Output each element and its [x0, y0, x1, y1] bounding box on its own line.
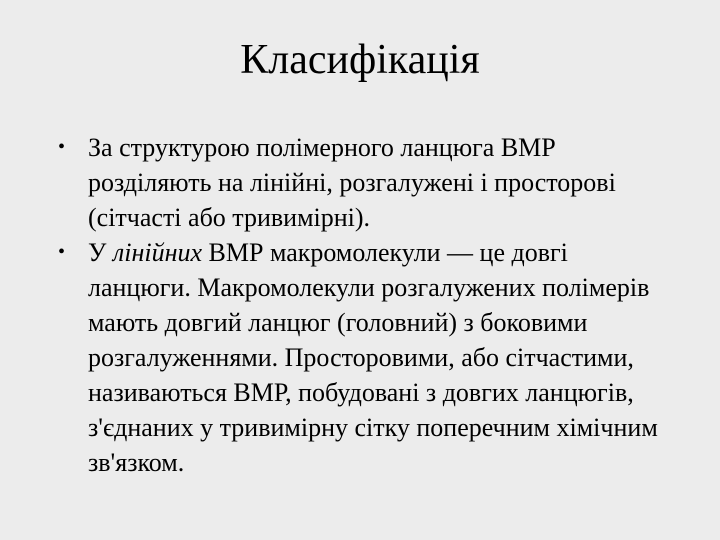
bullet-item-linear [52, 235, 672, 480]
bullet-text-lead: У [88, 238, 113, 267]
bullet-text-rest: ВМР макромолекули — це довгі ланцюги. Макромолекули розгалужених полімерів мають довгий ланцюг (головний) з боковими розгалуженнями. Просторовими, або сітчастими, називаються ВМР, побудовані з довгих ланцюгів, з'єднаних у тривимірну сітку поперечним хімічним зв'язком. [88, 238, 658, 477]
bullet-dot-icon: • [58, 241, 66, 263]
bullet-text-italic: лінійних [112, 238, 203, 267]
bullet-list [52, 130, 672, 480]
bullet-item-structure [52, 130, 672, 235]
slide-title: Класифікація [240, 37, 480, 83]
bullet-text: За структурою полімерного ланцюга ВМР розділяють на лінійні, розгалужені і просторові (сітчасті або тривимірні). [88, 133, 616, 232]
bullet-dot-icon: • [58, 136, 66, 158]
